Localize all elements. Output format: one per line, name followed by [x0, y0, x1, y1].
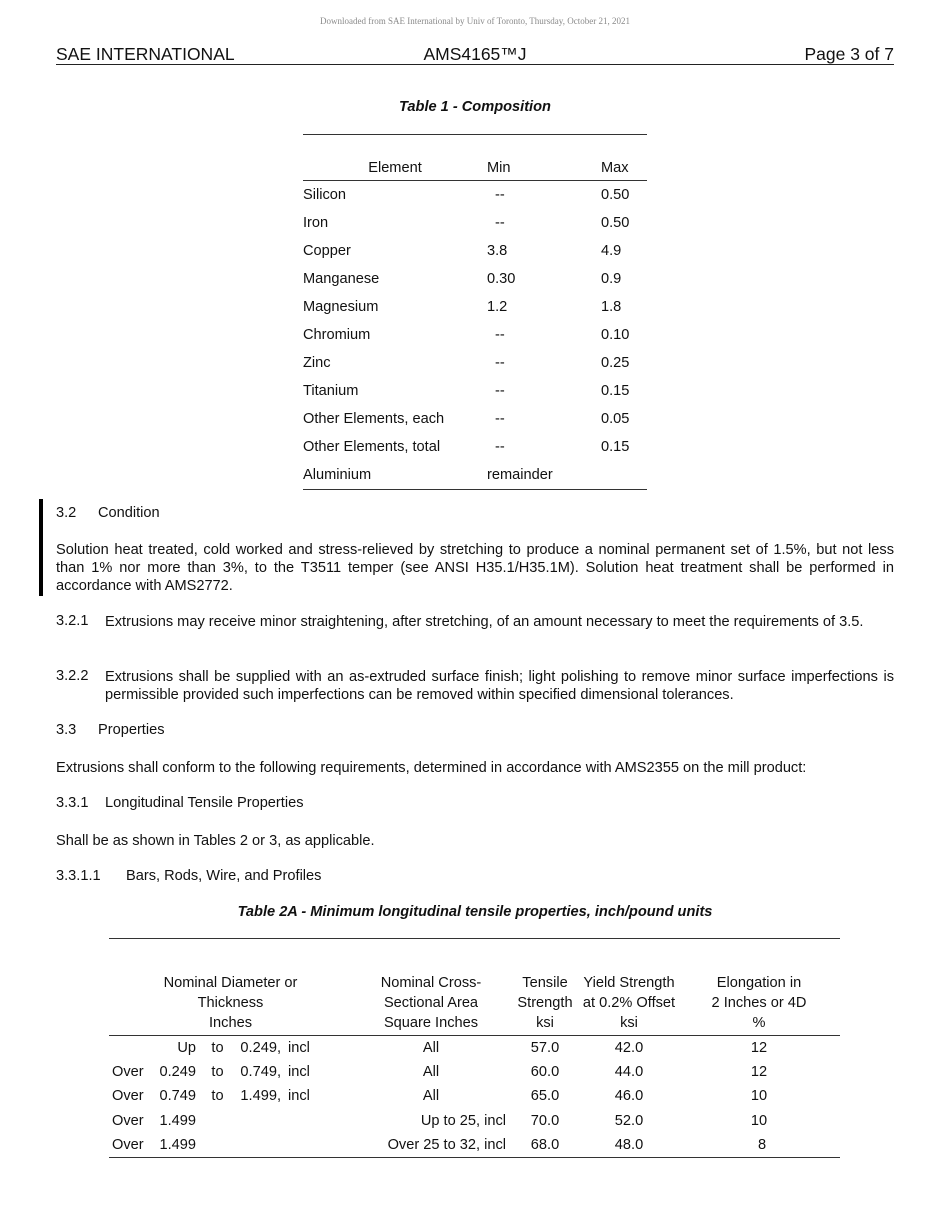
element-cell: Other Elements, each	[303, 411, 445, 427]
min-cell: remainder	[487, 467, 553, 483]
elongation-cell: 10	[750, 1088, 768, 1105]
header-spec: AMS4165™J	[423, 44, 527, 64]
upper-bound-cell: 1.499,	[240, 1088, 281, 1105]
max-cell: 0.05	[601, 411, 630, 427]
area-cell: Over 25 to 32, incl	[387, 1136, 506, 1153]
min-cell: 1.2	[487, 299, 508, 315]
header-org: SAE INTERNATIONAL	[56, 44, 235, 64]
table-row	[303, 405, 647, 433]
area-cell: All	[422, 1040, 440, 1057]
elongation-cell: 10	[750, 1112, 768, 1129]
min-cell: --	[495, 327, 505, 343]
area-cell: All	[422, 1064, 440, 1081]
header-elongation-line-3: %	[752, 1015, 766, 1031]
lower-bound-cell: 1.499	[159, 1136, 196, 1153]
section-3-2-1-number: 3.2.1	[56, 613, 89, 629]
to-cell	[204, 1133, 231, 1158]
area-cell: Up to 25, incl	[420, 1112, 506, 1129]
to-cell: to	[211, 1064, 224, 1081]
table-row	[303, 433, 647, 461]
incl-cell: incl	[288, 1040, 310, 1057]
section-3-3-body: Extrusions shall conform to the following requirements, determined in accordance with AMS2355 on the mill product:	[56, 760, 807, 776]
element-cell: Chromium	[303, 327, 371, 343]
tensile-cell: 68.0	[530, 1136, 560, 1153]
header-elongation	[678, 939, 840, 1036]
over-cell: Over	[112, 1136, 144, 1153]
max-cell: 0.15	[601, 383, 630, 399]
max-cell	[601, 461, 647, 490]
section-3-3-number: 3.3	[56, 722, 77, 738]
tensile-properties-table	[109, 938, 840, 1158]
over-cell: Over	[112, 1088, 144, 1105]
max-cell: 1.8	[601, 299, 622, 315]
section-3-2-number: 3.2	[56, 505, 77, 521]
max-cell: 0.50	[601, 215, 630, 231]
table-row	[303, 461, 647, 490]
col-max: Max	[601, 160, 629, 176]
yield-cell: 52.0	[614, 1112, 644, 1129]
min-cell: 0.30	[487, 271, 516, 287]
section-3-3-1-title: Longitudinal Tensile Properties	[105, 795, 304, 811]
yield-cell: 44.0	[614, 1064, 644, 1081]
composition-table	[303, 134, 647, 490]
header-tensile-line-1: Tensile	[522, 975, 568, 991]
tensile-cell: 70.0	[530, 1112, 560, 1129]
to-cell	[204, 1109, 231, 1133]
element-cell: Titanium	[303, 383, 359, 399]
area-cell: All	[422, 1088, 440, 1105]
table-row	[303, 377, 647, 405]
table1-caption: Table 1 - Composition	[399, 99, 551, 115]
upper-bound-cell	[231, 1133, 286, 1158]
table-row	[109, 1060, 840, 1084]
incl-cell	[286, 1109, 352, 1133]
table-row	[303, 265, 647, 293]
incl-cell: incl	[288, 1064, 310, 1081]
section-3-2-2-number: 3.2.2	[56, 668, 89, 684]
element-cell: Iron	[303, 215, 329, 231]
section-3-2-title: Condition	[98, 505, 160, 521]
table-row	[303, 181, 647, 210]
element-cell: Aluminium	[303, 467, 372, 483]
col-min: Min	[487, 160, 511, 176]
header-tensile-line-3: ksi	[536, 1015, 554, 1031]
max-cell: 0.50	[601, 187, 630, 203]
header-elongation-line-2: 2 Inches or 4D	[711, 995, 807, 1011]
min-cell: --	[495, 355, 505, 371]
header-tensile-line-2: Strength	[517, 995, 573, 1011]
header-rule	[56, 64, 894, 65]
table2a-caption: Table 2A - Minimum longitudinal tensile properties, inch/pound units	[237, 904, 713, 920]
table-row	[109, 1036, 840, 1061]
element-cell: Copper	[303, 243, 351, 259]
table-row	[303, 237, 647, 265]
table-row	[303, 349, 647, 377]
header-diameter-line-2: Thickness	[197, 995, 264, 1011]
download-watermark: Downloaded from SAE International by Univ of Toronto, Thursday, October 21, 2021	[320, 16, 630, 26]
tensile-cell: 60.0	[530, 1064, 560, 1081]
upper-bound-cell	[231, 1109, 286, 1133]
element-cell: Magnesium	[303, 299, 379, 315]
section-3-2-2-body: Extrusions shall be supplied with an as-extruded surface finish; light polishing to remove minor surface imperfections is permissible provided such imperfections can be removed within specified dimensional tolerances.	[105, 669, 894, 703]
min-cell: --	[495, 215, 505, 231]
table-row	[303, 209, 647, 237]
header-yield-line-2: at 0.2% Offset	[582, 995, 676, 1011]
over-cell	[109, 1036, 154, 1061]
header-area-line-1: Nominal Cross-	[380, 975, 482, 991]
header-page: Page 3 of 7	[804, 44, 894, 64]
table-row	[303, 321, 647, 349]
tensile-cell: 65.0	[530, 1088, 560, 1105]
table-row	[109, 1133, 840, 1158]
max-cell: 0.9	[601, 271, 622, 287]
upper-bound-cell: 0.749,	[240, 1064, 281, 1081]
yield-cell: 46.0	[614, 1088, 644, 1105]
element-cell: Zinc	[303, 355, 331, 371]
section-3-3-1-number: 3.3.1	[56, 795, 89, 811]
min-cell: --	[495, 187, 505, 203]
lower-bound-cell: 0.249	[159, 1064, 196, 1081]
elongation-cell: 8	[757, 1136, 767, 1153]
header-area-line-3: Square Inches	[383, 1015, 479, 1031]
header-tensile	[510, 939, 580, 1036]
header-yield	[580, 939, 678, 1036]
min-cell: --	[495, 439, 505, 455]
max-cell: 4.9	[601, 243, 622, 259]
header-area	[352, 939, 510, 1036]
elongation-cell: 12	[750, 1064, 768, 1081]
tensile-cell: 57.0	[530, 1040, 560, 1057]
upper-bound-cell: 0.249,	[240, 1040, 281, 1057]
max-cell: 0.25	[601, 355, 630, 371]
to-cell: to	[211, 1088, 224, 1105]
incl-cell: incl	[288, 1088, 310, 1105]
lower-bound-cell: 1.499	[159, 1112, 196, 1129]
table-row	[303, 293, 647, 321]
min-cell: --	[495, 411, 505, 427]
lower-bound-cell: Up	[177, 1040, 196, 1057]
elongation-cell: 12	[750, 1040, 768, 1057]
min-cell: 3.8	[487, 243, 508, 259]
section-3-3-1-1-title: Bars, Rods, Wire, and Profiles	[126, 868, 322, 884]
header-area-line-2: Sectional Area	[383, 995, 479, 1011]
table-row	[109, 1084, 840, 1108]
header-yield-line-1: Yield Strength	[583, 975, 675, 991]
section-3-2-1-body: Extrusions may receive minor straightening, after stretching, of an amount necessary to meet the requirements of 3.5.	[105, 614, 864, 630]
revision-change-bar	[39, 499, 43, 596]
min-cell: --	[495, 383, 505, 399]
lower-bound-cell: 0.749	[159, 1088, 196, 1105]
col-element: Element	[368, 160, 422, 176]
yield-cell: 42.0	[614, 1040, 644, 1057]
to-cell: to	[211, 1040, 224, 1057]
over-cell: Over	[112, 1112, 144, 1129]
header-diameter-line-1: Nominal Diameter or	[163, 975, 298, 991]
header-elongation-line-1: Elongation in	[716, 975, 802, 991]
header-diameter	[109, 939, 352, 1036]
section-3-3-1-1-number: 3.3.1.1	[56, 868, 101, 884]
max-cell: 0.15	[601, 439, 630, 455]
yield-cell: 48.0	[614, 1136, 644, 1153]
incl-cell	[286, 1133, 352, 1158]
section-3-3-1-body: Shall be as shown in Tables 2 or 3, as applicable.	[56, 833, 375, 849]
table-row	[109, 1109, 840, 1133]
element-cell: Manganese	[303, 271, 380, 287]
section-3-2-body: Solution heat treated, cold worked and stress-relieved by stretching to produce a nominal permanent set of 1.5%, but not less than 1% nor more than 3%, to the T3511 temper (see ANSI H35.1/H35.1M). Solution heat treatment shall be performed in accordance with AMS2772.	[56, 542, 894, 594]
max-cell: 0.10	[601, 327, 630, 343]
element-cell: Silicon	[303, 187, 346, 203]
over-cell: Over	[112, 1064, 144, 1081]
header-yield-line-3: ksi	[620, 1015, 638, 1031]
section-3-3-title: Properties	[98, 722, 165, 738]
header-diameter-line-3: Inches	[209, 1015, 252, 1031]
element-cell: Other Elements, total	[303, 439, 441, 455]
